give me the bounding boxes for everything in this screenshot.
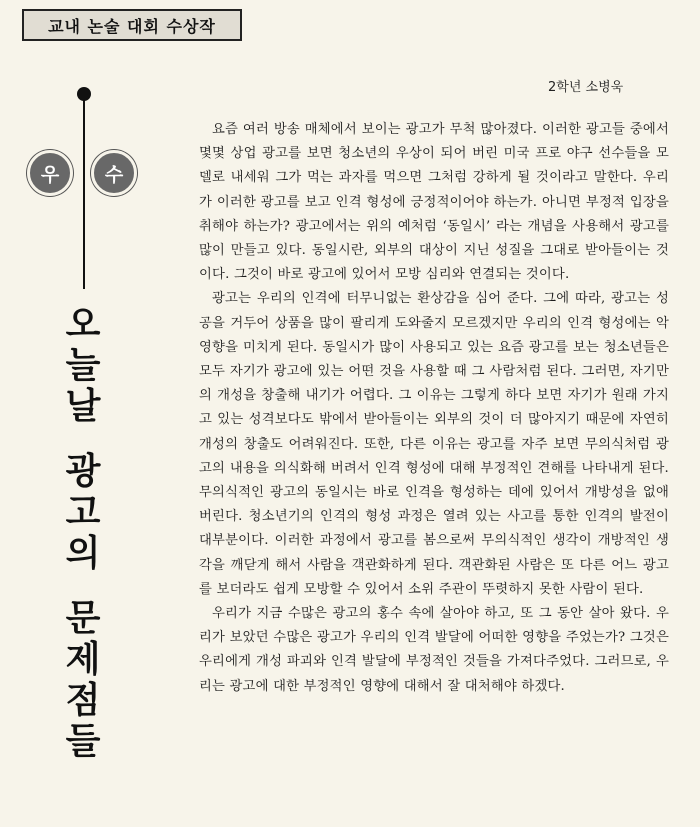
title-char: 날 [65, 386, 101, 427]
title-word-gap [58, 427, 108, 451]
title-char: 점 [65, 680, 101, 721]
title-char: 들 [65, 721, 101, 762]
paragraph-2: 광고는 우리의 인격에 터무니없는 환상감을 심어 준다. 그에 따라, 광고는 성공을 거두어 상품을 많이 팔리게 도와줄지 모르겠지만 우리의 인격 형성에는 악영향을 미치게 된다. 동일시가 많이 사용되고 있는 요즘 광고를 보는 청소년들은 모두 자기가 광고에 있는 어떤 것을 사용할 때 그 사람처럼 된다. 그러면, 자기만의 개성을 창출해 내기가 어렵다. 그 이유는 그렇게 하다 보면 자기가 원래 가지고 있는 성격보다도 밖에서 받아들이는 외부의 것이 더 많아지기 때문에 자연히 개성의 창출도 어려워진다. 또한, 다른 이유는 광고를 자주 보면 무의식처럼 광고의 내용을 의식화해 버려서 인격 형성에 대해 부정적인 견해를 나타내게 된다. 무의식적인 광고의 동일시는 바로 인격을 형성하는 데에 있어서 개방성을 없애 버린다. 청소년기의 인격의 형성 과정은 열려 있는 사고를 통한 인격의 발전이 대부분이다. 이러한 과정에서 광고를 봄으로써 무의식적인 생각이 개방적인 생각을 깨닫게 해서 사람을 객관화하게 된다. 객관화된 사람은 또 다른 어느 광고를 보더라도 쉽게 모방할 수 있어서 소위 주관이 뚜렷하지 못한 사람이 된다. [199, 291, 669, 597]
paragraph-1: 요즘 여러 방송 매체에서 보이는 광고가 무척 많아졌다. 이러한 광고들 중에서 몇몇 상업 광고를 보면 청소년의 우상이 되어 버린 미국 프로 야구 선수들을 모델로 내세워 그가 먹는 과자를 먹으면 그처럼 강하게 될 것이라고 말한다. 우리가 이러한 광고를 보고 인격 형성에 긍정적이어야 하는가. 아니면 부정적 입장을 취해야 하는가? 광고에서는 위의 예처럼 ‘동일시’ 라는 개념을 사용해서 광고를 많이 만들고 있다. 동일시란, 외부의 대상이 지닌 성질을 그대로 받아들이는 것이다. 그것이 바로 광고에 있어서 모방 심리와 연결되는 것이다. [199, 122, 669, 283]
title-word-gap [58, 574, 108, 598]
vertical-divider-line [83, 93, 85, 289]
article-body [199, 118, 669, 699]
title-char: 의 [65, 533, 101, 574]
paragraph-3: 우리가 지금 수많은 광고의 홍수 속에 살아야 하고, 또 그 동안 살아 왔다. 우리가 보았던 수많은 광고가 우리의 인격 발달에 어떠한 영향을 주었는가? 그것은 우리에게 개성 파괴와 인격 발달에 부정적인 것들을 가져다주었다. 그러므로, 우리는 광고에 대한 부정적인 영향에 대해서 잘 대처해야 하겠다. [199, 606, 669, 694]
award-badge-first: 우 [27, 150, 73, 196]
author-byline: 2학년 소병욱 [548, 80, 624, 95]
award-badge-second: 수 [91, 150, 137, 196]
vertical-article-title [58, 304, 108, 762]
title-char: 고 [65, 492, 101, 533]
title-char: 제 [65, 639, 101, 680]
section-tag: 교내 논술 대회 수상작 [22, 9, 242, 41]
title-char: 문 [65, 598, 101, 639]
title-char: 오 [65, 304, 101, 345]
title-char: 광 [65, 451, 101, 492]
title-char: 늘 [65, 345, 101, 386]
